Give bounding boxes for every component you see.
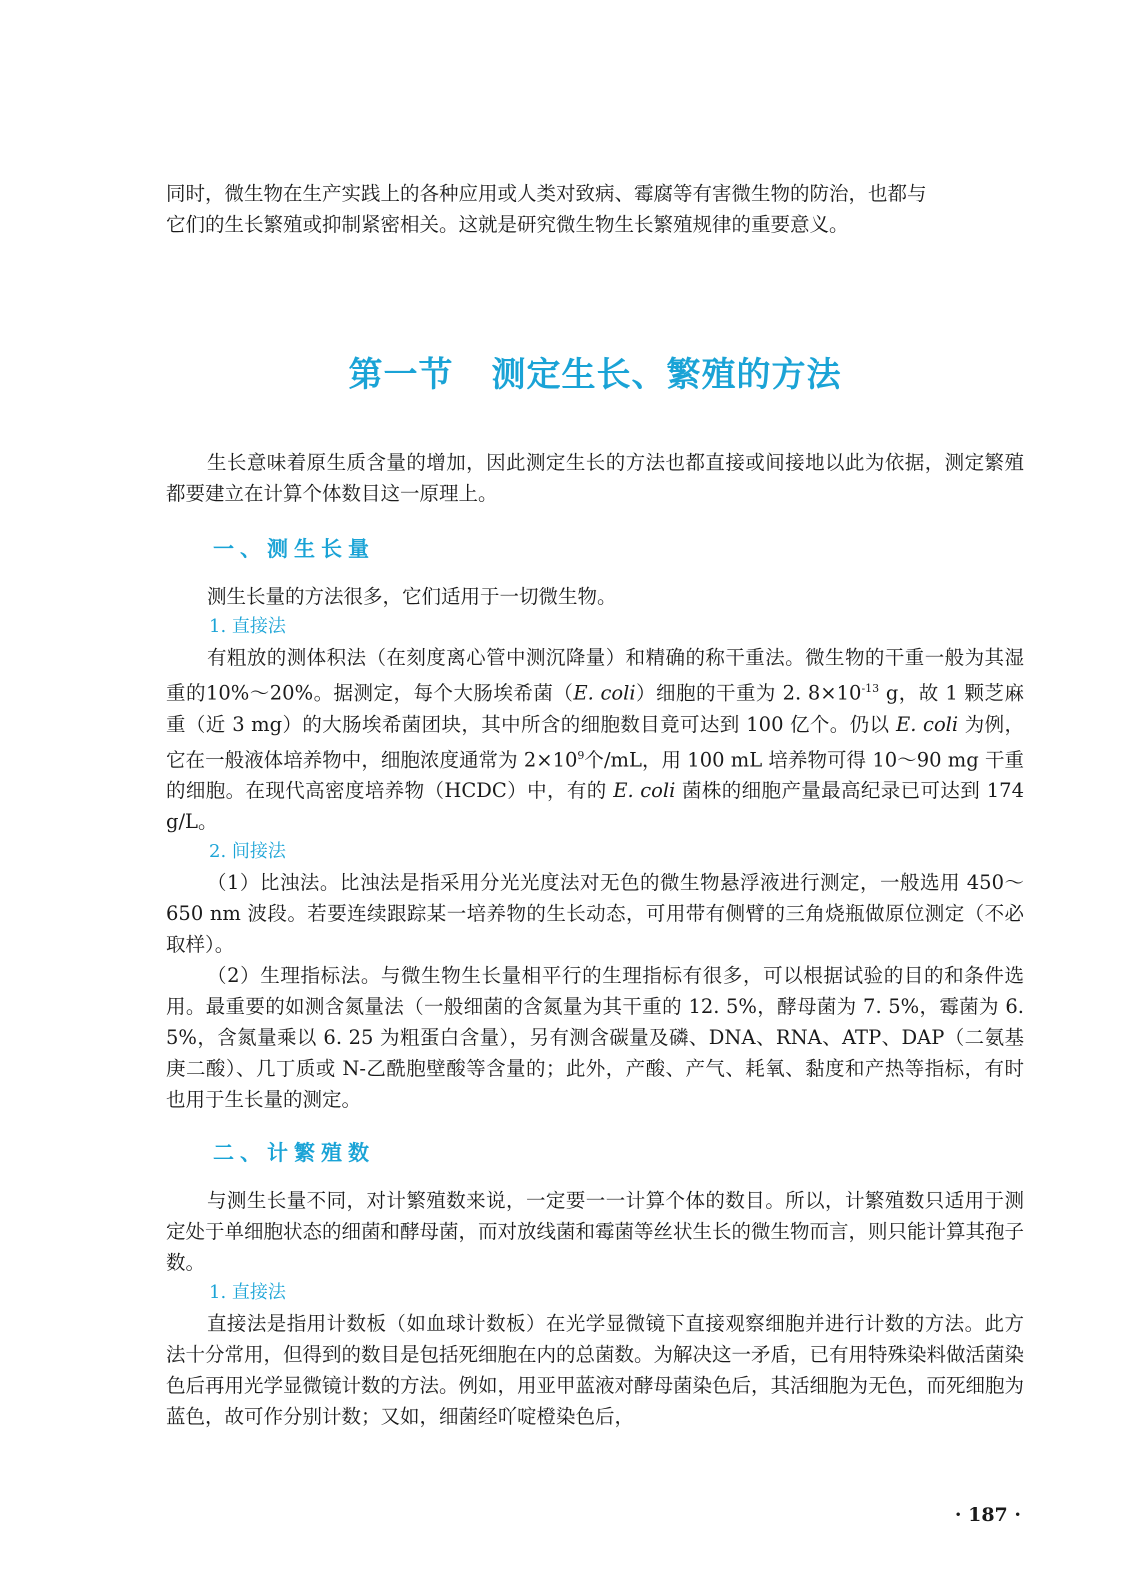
counting-chamber-paragraph: 直接法是指用计数板（如血球计数板）在光学显微镜下直接观察细胞并进行计数的方法。此方法十分常用，但得到的数目是包括死细胞在内的总菌数。为解决这一矛盾，已有用特殊染料做活菌染色后再用光学显微镜计数的方法。例如，用亚甲蓝液对酵母菌染色后，其活细胞为无色，而死细胞为蓝色，故可作分别计数；又如，细菌经吖啶橙染色后， xyxy=(166,1312,1025,1428)
part1-intro: 测生长量的方法很多，它们适用于一切微生物。 xyxy=(207,585,617,608)
subheading-indirect-method: 2. 间接法 xyxy=(209,841,286,862)
intro-paragraph xyxy=(166,178,1024,240)
heading-measure-growth: 一、测生长量 xyxy=(213,537,375,561)
section-number: 第一节 xyxy=(348,355,454,395)
physiological-index-paragraph: （2）生理指标法。与微生物生长量相平行的生理指标有很多，可以根据试验的目的和条件选用。最重要的如测含氮量法（一般细菌的含氮量为其干重的 12. 5%，酵母菌为 7. 5%，霉菌为 6. 5%，含氮量乘以 6. 25 为粗蛋白含量），另有测含碳量及磷、DNA、RNA、ATP、DAP（二氨基庚二酸）、几丁质或 N-乙酰胞壁酸等含量的；此外，产酸、产气、耗氧、黏度和产热等指标，有时也用于生长量的测定。 xyxy=(166,964,1024,1111)
turbidity-paragraph: （1）比浊法。比浊法是指采用分光光度法对无色的微生物悬浮液进行测定，一般选用 450～650 nm 波段。若要连续跟踪某一培养物的生长动态，可用带有侧臂的三角烧瓶做原位测定（不必取样）。 xyxy=(166,871,1024,956)
direct-method-paragraph: 有粗放的测体积法（在刻度离心管中测沉降量）和精确的称干重法。微生物的干重一般为其湿重的10%～20%。据测定，每个大肠埃希菌（E. coli）细胞的干重为 2. $8\times 10^{-13}$ g，故 1 颗芝麻重（近 3 mg）的大肠埃希菌团块，其中所含的细胞数目竟可达到 100 亿个。仍以 E. coli 为例，它在一般液体培养物中，细胞浓度通常为 $2\times 10^9$个/mL，用 100 mL 培养物可得 10～90 mg 干重的细胞。在现代高密度培养物（HCDC）中，有的 E. coli 菌株的细胞产量最高纪录已可达到 174 g/L。 xyxy=(166,646,1024,833)
intro-line-2: 它们的生长繁殖或抑制紧密相关。这就是研究微生物生长繁殖规律的重要意义。 xyxy=(166,213,849,236)
subheading-direct-method-1: 1. 直接法 xyxy=(209,616,286,637)
section-lead-paragraph: 生长意味着原生质含量的增加，因此测定生长的方法也都直接或间接地以此为依据，测定繁殖都要建立在计算个体数目这一原理上。 xyxy=(166,451,1024,505)
intro-line-1: 同时，微生物在生产实践上的各种应用或人类对致病、霉腐等有害微生物的防治，也都与 xyxy=(166,182,927,205)
part2-intro: 与测生长量不同，对计繁殖数来说，一定要一一计算个体的数目。所以，计繁殖数只适用于测定处于单细胞状态的细菌和酵母菌，而对放线菌和霉菌等丝状生长的微生物而言，则只能计算其孢子数。 xyxy=(166,1189,1025,1274)
section-title xyxy=(166,343,1024,407)
page-number: · 187 · xyxy=(954,1504,1021,1526)
section-title-text: 测定生长、繁殖的方法 xyxy=(491,355,842,395)
subheading-direct-method-2: 1. 直接法 xyxy=(209,1282,286,1303)
page-body xyxy=(166,178,1024,1432)
heading-count-reproduction: 二、计繁殖数 xyxy=(213,1141,375,1165)
